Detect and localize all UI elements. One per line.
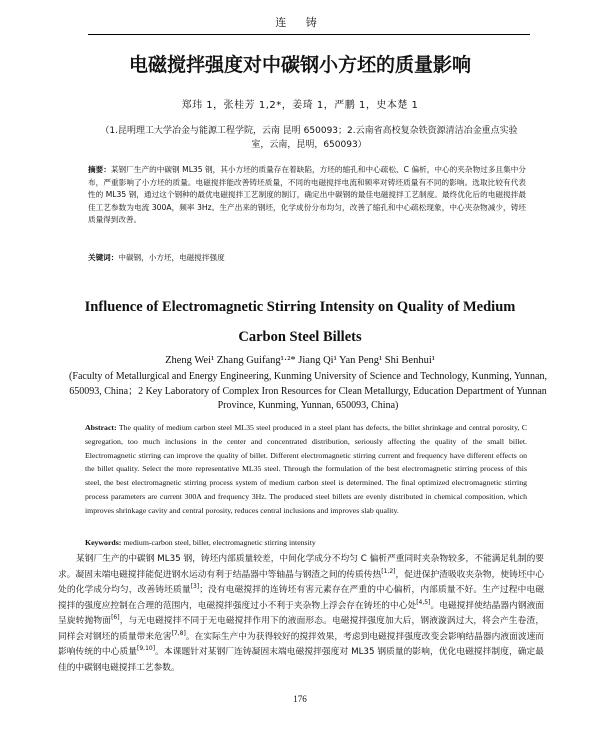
- chinese-keywords-label: 关键词：: [88, 253, 119, 262]
- english-title: Influence of Electromagnetic Stirring Intensity on Quality of Medium Carbon Steel Billets: [84, 299, 516, 345]
- body-text-e: ，与无电磁搅拌不同于无电磁搅拌作用下的液面形态。电磁搅拌强度加大后，钢液漩涡过大，将会产生卷渣，同样会对钢坯的质量带来危害: [58, 616, 545, 642]
- body-text-f: 。在实际生产中为获得较好的搅拌效果，考虑到电磁搅拌强度改变会影响结晶器内液面波速而影响传统的中心质量: [58, 631, 545, 657]
- citation-c: [4,5]: [416, 598, 431, 606]
- body-text-b: ，促进保护渣吸收夹杂物，使铸坯中心处的化学成分均匀，改善铸坯质量: [58, 569, 545, 595]
- chinese-abstract-label: 摘要：: [88, 165, 111, 174]
- chinese-keywords: [88, 252, 526, 263]
- chinese-abstract: [88, 164, 526, 227]
- body-text-g: 。本课题针对某钢厂连铸凝固末端电磁搅拌强度对 ML35 钢质量的影响，优化电磁搅拌制度，确定最佳的中碳钢电磁搅拌工艺参数。: [58, 647, 544, 673]
- english-authors: Zheng Wei¹ Zhang Guifang¹·²* Jiang Qi¹ Yan Peng¹ Shi Benhui¹: [165, 355, 435, 366]
- english-abstract-text: The quality of medium carbon steel ML35 steel produced in a steel plant has defects, the billet shrinkage and central porosity, C segregation, too much inclusions in the center and concentrated distribution, seriously affecting the quality of the small billet. Electromagnetic stirring can improve the quality of billet. Different electromagnetic stirring current and frequency have different effects on the billet quality. Select the more representative ML35 steel. Through the formulation of the best electromagnetic stirring process of this steel, the best electromagnetic stirring process system of medium carbon steel is determined. The final optimized electromagnetic stirring process parameters are current 300A and frequency 3Hz. The produced steel billets are evenly distributed in chemical composition, which improves shrinkage cavity and central porosity, reduces central inclusions and improves slab quality.: [85, 423, 527, 515]
- english-abstract-label: Abstract:: [85, 423, 117, 432]
- header-divider: [88, 34, 530, 35]
- body-text-d: 。电磁搅拌使结晶器内钢液面呈旋转抛物面: [58, 600, 545, 626]
- english-keywords: [85, 538, 527, 547]
- citation-a: [1,2]: [381, 567, 396, 575]
- chinese-affiliation: （1.昆明理工大学冶金与能源工程学院，云南 昆明 650093；2.云南省高校复杂铁资源清洁冶金重点实验室，云南，昆明，650093）: [100, 126, 518, 150]
- chinese-keywords-text: 中碳钢，小方坯，电磁搅拌强度: [118, 253, 225, 262]
- english-keywords-text: medium-carbon steel, billet, electromagnetic stirring intensity: [123, 538, 316, 547]
- journal-header: 连 铸: [275, 16, 325, 29]
- citation-b: [3]: [190, 583, 200, 591]
- english-abstract: [85, 421, 527, 518]
- english-keywords-label: Keywords:: [85, 538, 122, 547]
- chinese-title: 电磁搅拌强度对中碳钢小方坯的质量影响: [128, 54, 471, 76]
- body-text-c: ；没有电磁搅拌的连铸坯有害元素存在严重的中心偏析，内部质量不好。生产过程中电磁搅拌的强度应控制在合理的范围内，电磁搅拌强度过小不利于夹杂物上浮会存在铸坯的中心处: [58, 585, 545, 611]
- citation-f: [9,10]: [137, 645, 156, 653]
- page-number: 176: [293, 694, 307, 704]
- citation-e: [7,8]: [171, 629, 186, 637]
- body-paragraph: [58, 552, 544, 676]
- english-affiliation: (Faculty of Metallurgical and Energy Engineering, Kunming University of Science and Technology, Kunming, Yunnan, 650093, China；2 Key Laboratory of Complex Iron Resources for Clean Metallurgy, Education Department of Yunnan Province, Kunming, Yunnan, 650093, China): [69, 371, 547, 411]
- body-text-a: 某钢厂生产的中碳钢 ML35 钢，铸坯内部质量较差，中间化学成分不均匀 C 偏析严重同时夹杂物较多，不能满足轧制的要求。凝固末端电磁搅拌能促进钢水运动有利于结晶器中等轴晶与钢渣之间的传质传热: [58, 554, 544, 580]
- citation-d: [6]: [111, 614, 120, 622]
- chinese-authors: 郑玮 1，张桂芳 1,2*，姜琦 1，严鹏 1，史本楚 1: [181, 100, 419, 111]
- chinese-abstract-text: 某钢厂生产的中碳钢 ML35 钢，其小方坯的质量存在着缺陷，方坯的缩孔和中心疏松、C 偏析，中心的夹杂物过多且集中分布，严重影响了小方坯的质量。电磁搅拌能改善铸坯质量，不同的电磁搅拌电流和频率对铸坯质量有不同的影响。选取比较有代表性的 ML35 钢，通过这个钢种的最优电磁搅拌工艺制度的制订，确定出中碳钢的最佳电磁搅拌工艺制度。最终优化后的电磁搅拌最佳工艺参数为电流 300A，频率 3Hz。生产出来的钢坯，化学成份分布均匀，改善了缩孔和中心疏松现象，中心夹杂物减少，铸坯质量得到改善。: [88, 165, 527, 225]
